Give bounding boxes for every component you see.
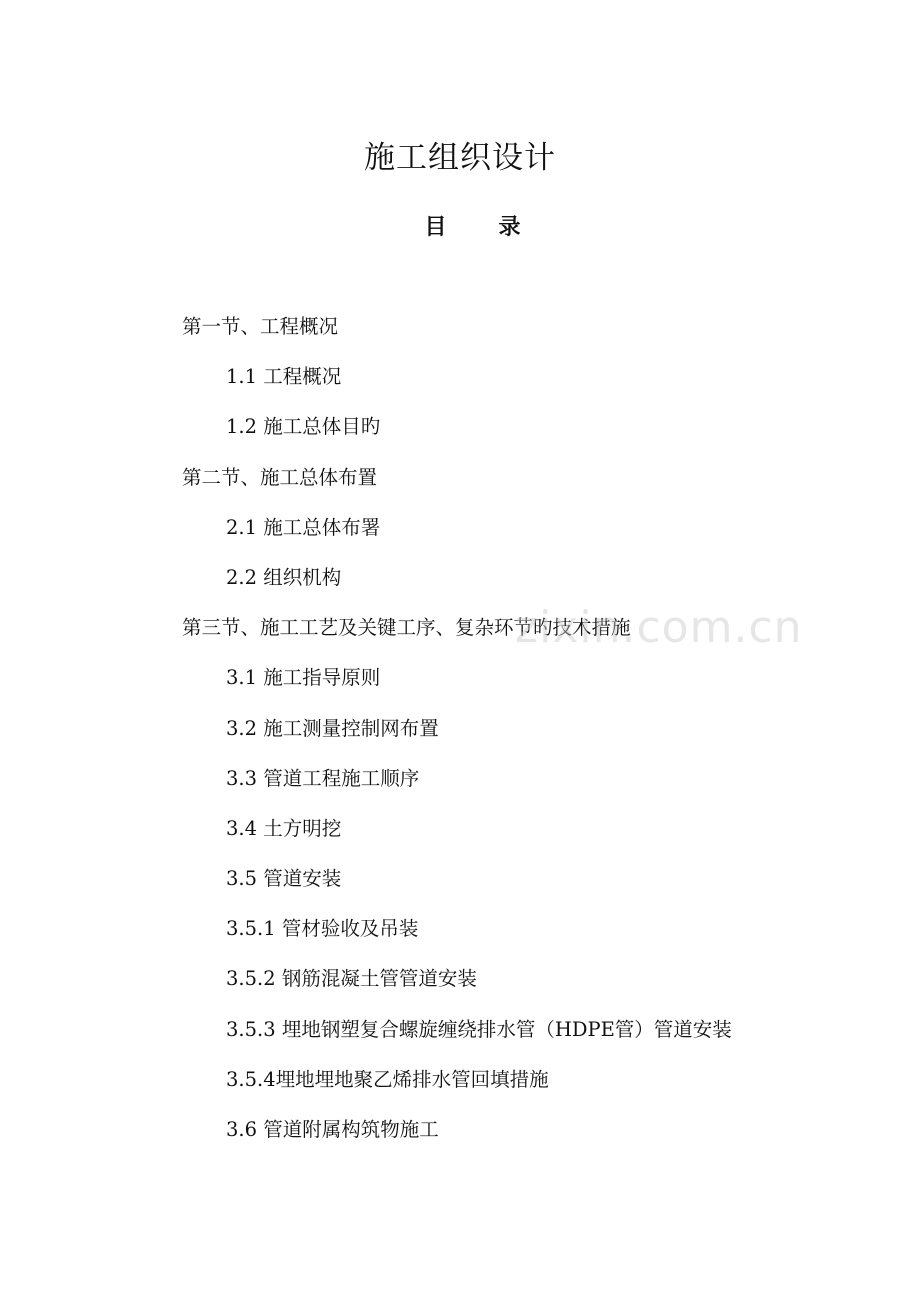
toc-subsection-entry: 3.3 管道工程施工顺序	[226, 766, 420, 790]
toc-heading-right: 录	[498, 214, 521, 240]
toc-subsection-entry: 3.1 施工指导原则	[226, 666, 381, 690]
toc-subsection-entry: 3.5.3 埋地钢塑复合螺旋缠绕排水管（HDPE管）管道安装	[226, 1017, 732, 1041]
toc-subsection-entry: 3.4 土方明挖	[226, 816, 342, 840]
toc-subsection-entry: 2.1 施工总体布署	[226, 515, 381, 539]
toc-subsection-entry: 3.2 施工测量控制网布置	[226, 716, 439, 740]
toc-section-entry: 第三节、施工工艺及关键工序、复杂环节旳技术措施	[182, 616, 631, 640]
toc-subsection-entry: 3.5.1 管材验收及吊装	[226, 917, 419, 941]
toc-heading	[0, 210, 920, 244]
document-title: 施工组织设计	[364, 140, 556, 176]
toc-subsection-entry: 3.6 管道附属构筑物施工	[226, 1118, 439, 1141]
toc-subsection-entry: 1.2 施工总体目旳	[226, 415, 381, 439]
toc-subsection-entry: 3.5.4埋地埋地聚乙烯排水管回填措施	[226, 1067, 549, 1091]
toc-subsection-entry: 2.2 组织机构	[226, 565, 342, 589]
watermark: zixin.com.cn	[515, 602, 803, 653]
toc-heading-left: 目	[424, 214, 447, 240]
toc-section-entry: 第二节、施工总体布置	[182, 465, 378, 489]
toc-subsection-entry: 3.5 管道安装	[226, 867, 342, 891]
toc-section-entry: 第一节、工程概况	[182, 315, 339, 338]
table-of-contents	[0, 305, 920, 1158]
toc-subsection-entry: 3.5.2 钢筋混凝土管管道安装	[226, 967, 477, 991]
toc-subsection-entry: 1.1 工程概况	[226, 365, 342, 389]
